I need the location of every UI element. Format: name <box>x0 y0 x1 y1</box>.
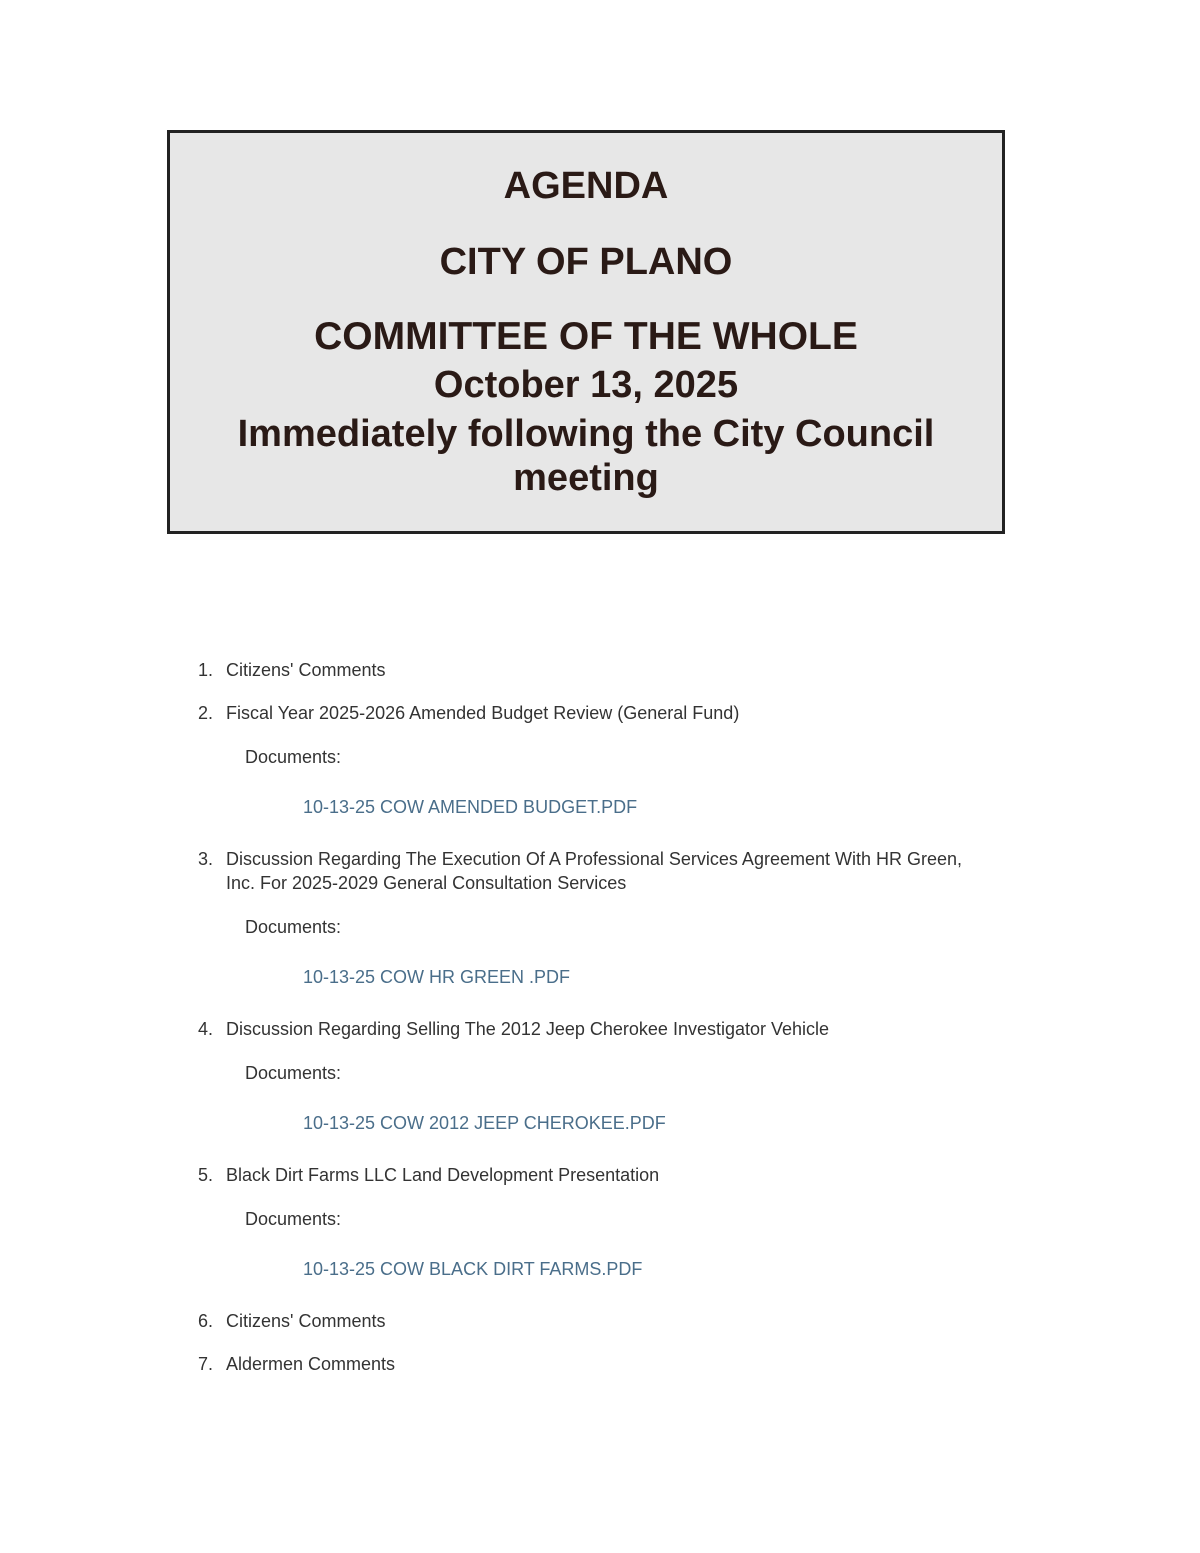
document-link[interactable]: 10-13-25 COW 2012 JEEP CHEROKEE.PDF <box>303 1113 666 1133</box>
documents-label: Documents: <box>245 747 342 767</box>
meeting-time: Immediately following the City Council meeting <box>237 413 935 499</box>
agenda-item <box>198 847 978 895</box>
agenda-item-title: Citizens' Comments <box>226 1311 386 1331</box>
document-link[interactable]: 10-13-25 COW BLACK DIRT FARMS.PDF <box>303 1259 643 1279</box>
agenda-item-number: 4. <box>198 1019 214 1039</box>
city-name: CITY OF PLANO <box>439 241 733 283</box>
agenda-item-title: Citizens' Comments <box>226 660 386 680</box>
agenda-item-title: Aldermen Comments <box>226 1354 396 1374</box>
committee-name: COMMITTEE OF THE WHOLE <box>314 315 858 358</box>
agenda-item-number: 1. <box>198 660 214 680</box>
agenda-item-title: Black Dirt Farms LLC Land Development Presentation <box>226 1165 660 1185</box>
documents-label: Documents: <box>245 1063 342 1083</box>
agenda-item <box>198 658 978 682</box>
meeting-date: October 13, 2025 <box>433 364 739 406</box>
document-link[interactable]: 10-13-25 COW HR GREEN .PDF <box>303 967 571 987</box>
agenda-item <box>198 701 978 725</box>
agenda-item-number: 6. <box>198 1311 214 1331</box>
agenda-item-title: Fiscal Year 2025-2026 Amended Budget Review (General Fund) <box>226 703 740 723</box>
agenda-list <box>198 658 978 1376</box>
agenda-item <box>198 1163 978 1187</box>
document-link[interactable]: 10-13-25 COW AMENDED BUDGET.PDF <box>303 797 638 817</box>
agenda-item-number: 3. <box>198 849 214 869</box>
agenda-title: AGENDA <box>503 165 669 207</box>
agenda-item <box>198 1352 978 1376</box>
agenda-item <box>198 1309 978 1333</box>
agenda-item-title: Discussion Regarding The Execution Of A Professional Services Agreement With HR Green, Inc. For 2025-2029 General Consultation Services <box>226 849 963 893</box>
agenda-item-title: Discussion Regarding Selling The 2012 Jeep Cherokee Investigator Vehicle <box>226 1019 830 1039</box>
agenda-header-box <box>167 130 1005 534</box>
agenda-item-number: 7. <box>198 1354 214 1374</box>
documents-label: Documents: <box>245 1209 342 1229</box>
agenda-item-number: 5. <box>198 1165 214 1185</box>
agenda-item <box>198 1017 978 1041</box>
agenda-item-number: 2. <box>198 703 214 723</box>
documents-label: Documents: <box>245 917 342 937</box>
